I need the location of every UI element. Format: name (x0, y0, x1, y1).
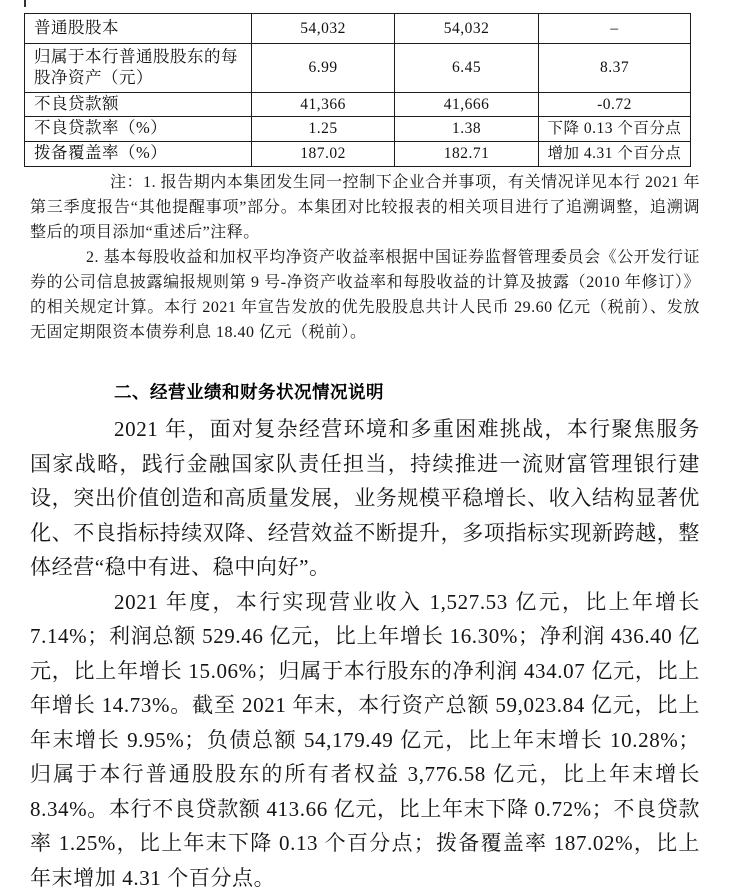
change-value: 8.37 (539, 44, 691, 93)
previous-value: 6.45 (395, 44, 539, 93)
indicator-label: 拨备覆盖率（%） (25, 141, 252, 166)
table-row (25, 141, 691, 166)
note-item-2: 2. 基本每股收益和加权平均净资产收益率根据中国证券监督管理委员会《公开发行证券的公司信息披露编报规则第 9 号-净资产收益率和每股收益的计算及披露（2010 年修订）》的相关规定计算。本行 2021 年宣告发放的优先股股息共计人民币 29.60 亿元（税前）、发放无固定期限资本债券利息 18.40 亿元（税前）。 (30, 249, 700, 341)
body-paragraph-2: 2021 年度，本行实现营业收入 1,527.53 亿元，比上年增长 7.14%；利润总额 529.46 亿元，比上年增长 16.30%；净利润 436.40 亿元，比上年增长 15.06%；归属于本行股东的净利润 434.07 亿元，比上年增长 14.73%。截至 2021 年末，本行资产总额 59,023.84 亿元，比上年末增长 9.95%；负债总额 54,179.49 亿元，比上年末增长 10.28%；归属于本行普通股股东的所有者权益 3,776.58 亿元，比上年末增长 8.34%。本行不良贷款额 413.66 亿元，比上年末下降 0.72%；不良贷款率 1.25%，比上年末下降 0.13 个百分点；拨备覆盖率 187.02%，比上年末增加 4.31 个百分点。 (30, 589, 700, 890)
current-value: 187.02 (252, 141, 395, 166)
previous-value: 182.71 (395, 141, 539, 166)
indicator-label: 普通股股本 (25, 14, 252, 44)
indicator-label: 不良贷款率（%） (25, 116, 252, 141)
table-row (25, 14, 691, 44)
previous-value: 1.38 (395, 116, 539, 141)
current-value: 54,032 (252, 14, 395, 44)
note-item-1: 注：1. 报告期内本集团发生同一控制下企业合并事项，有关情况详见本行 2021 年第三季度报告“其他提醒事项”部分。本集团对比较报表的相关项目进行了追溯调整，追溯调整后的项目添加“重述后”注释。 (30, 174, 700, 241)
table-row (25, 93, 691, 117)
previous-value: 54,032 (395, 14, 539, 44)
section-heading: 二、经营业绩和财务状况情况说明 (114, 382, 384, 402)
financial-indicators-table (24, 13, 691, 167)
current-value: 41,366 (252, 93, 395, 117)
table-border-remnant (24, 0, 26, 7)
change-value: 下降 0.13 个百分点 (539, 116, 691, 141)
previous-value: 41,666 (395, 93, 539, 117)
table-notes (30, 170, 700, 345)
indicator-label: 不良贷款额 (25, 93, 252, 117)
change-value: 增加 4.31 个百分点 (539, 141, 691, 166)
table-row (25, 44, 691, 93)
indicator-label: 归属于本行普通股股东的每股净资产（元） (25, 44, 252, 93)
change-value: – (539, 14, 691, 44)
table-row (25, 116, 691, 141)
body-paragraph-1: 2021 年，面对复杂经营环境和多重困难挑战，本行聚焦服务国家战略，践行金融国家队责任担当，持续推进一流财富管理银行建设，突出价值创造和高质量发展，业务规模平稳增长、收入结构显著优化、不良指标持续双降、经营效益不断提升，多项指标实现新跨越，整体经营“稳中有进、稳中向好”。 (30, 417, 700, 579)
section-body (30, 412, 700, 890)
current-value: 1.25 (252, 116, 395, 141)
change-value: -0.72 (539, 93, 691, 117)
current-value: 6.99 (252, 44, 395, 93)
